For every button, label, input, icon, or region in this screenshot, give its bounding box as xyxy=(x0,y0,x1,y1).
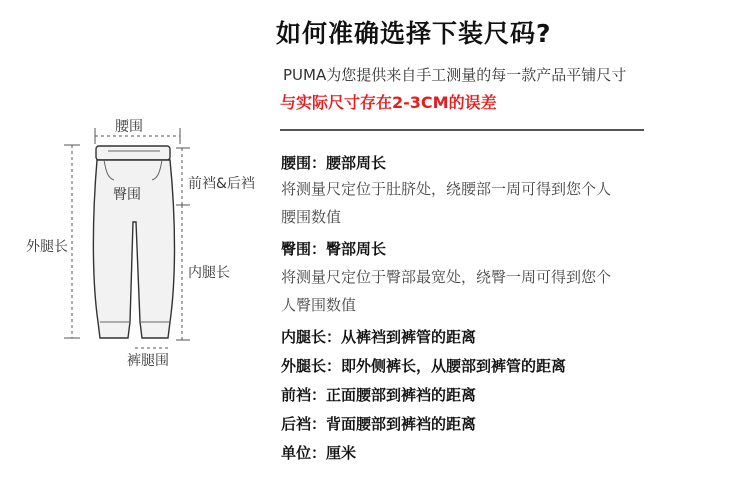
waist-desc-line-2: 腰围数值 xyxy=(281,208,342,226)
hip-desc-line-1: 将测量尺定位于臀部最宽处，绕臀一周可得到您个 xyxy=(281,268,612,286)
unit-note: 单位：厘米 xyxy=(281,444,357,462)
rise-label: 前裆&后裆 xyxy=(188,176,255,192)
front-rise-definition: 前裆：正面腰部到裤裆的距离 xyxy=(281,386,477,404)
outseam-label: 外腿长 xyxy=(26,239,68,255)
hip-heading: 臀围：臀部周长 xyxy=(281,240,387,258)
page-title: 如何准确选择下装尺码? xyxy=(276,19,552,48)
warning-text: 与实际尺寸存在2-3CM的误差 xyxy=(280,93,497,112)
leg-opening-label: 裤腿围 xyxy=(127,353,169,369)
inseam-definition: 内腿长：从裤裆到裤管的距离 xyxy=(281,328,477,346)
divider xyxy=(280,129,644,131)
waist-label: 腰围 xyxy=(115,119,143,135)
hip-desc-line-2: 人臀围数值 xyxy=(281,296,357,314)
waistband xyxy=(96,146,170,160)
waist-desc-line-1: 将测量尺定位于肚脐处，绕腰部一周可得到您个人 xyxy=(281,180,612,198)
back-rise-definition: 后裆：背面腰部到裤裆的距离 xyxy=(281,415,477,433)
outseam-definition: 外腿长：即外侧裤长，从腰部到裤管的距离 xyxy=(281,357,567,375)
waist-heading: 腰围：腰部周长 xyxy=(281,154,387,172)
inseam-label: 内腿长 xyxy=(188,265,230,281)
intro-text: PUMA为您提供来自手工测量的每一款产品平铺尺寸 xyxy=(283,66,627,84)
hip-label: 臀围 xyxy=(113,187,141,203)
